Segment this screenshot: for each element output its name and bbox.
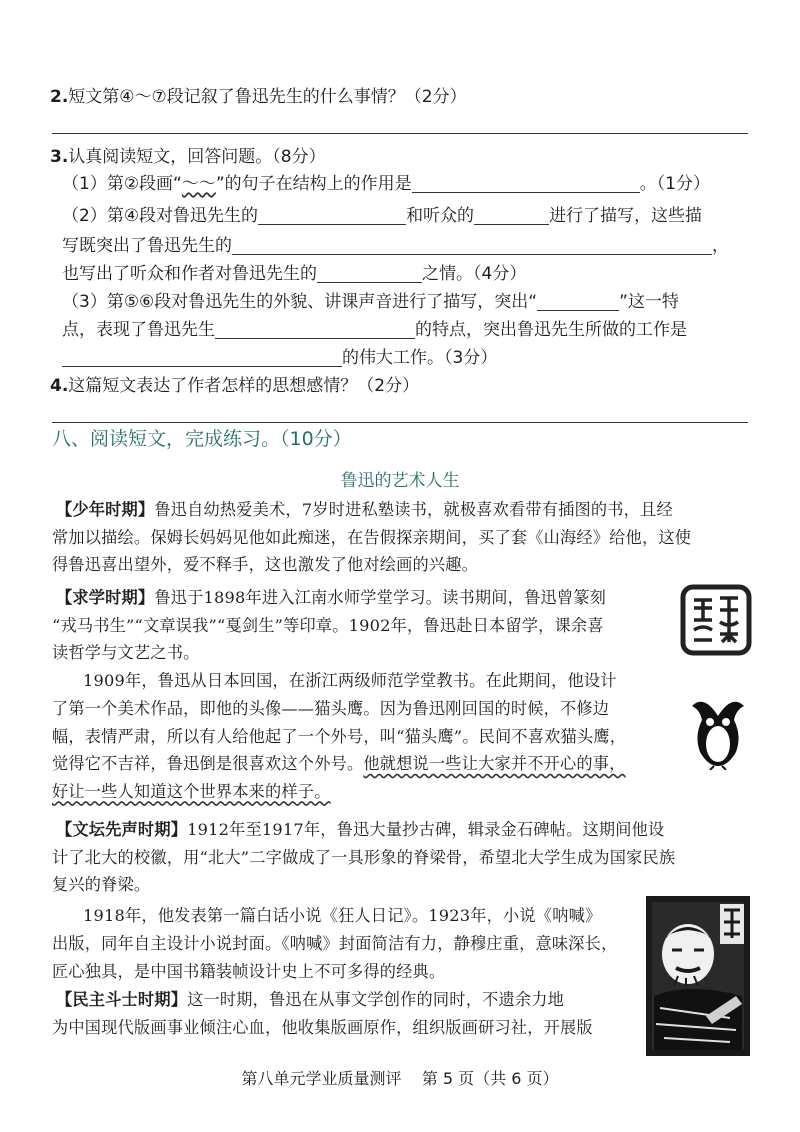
article-title: 鲁迅的艺术人生 [340,471,460,491]
text: （3）第⑤⑥段对鲁迅先生的外貌、讲课声音进行了描写，突出“ [62,292,538,312]
question-3-part-3-end [62,346,497,370]
question-text: 认真阅读短文，回答问题。（8分） [68,147,326,167]
text: ”这一特 [619,292,679,312]
section-title: 八、阅读短文，完成练习。（10分） [52,428,352,450]
wavy-line-mark: ～～ [181,174,216,194]
answer-line[interactable] [52,133,748,134]
text: 之情。（4分） [422,264,527,284]
answer-blank[interactable] [62,348,342,367]
text: 。（1分） [639,174,711,194]
question-text: 这篇短文表达了作者怎样的思想感情？（2分） [68,376,420,396]
text: 这一时期，鲁迅在从事文学创作的同时，不遗余力地 [187,990,565,1009]
article-paragraph-lines [52,695,626,805]
text: 和听众的 [406,206,475,226]
period-tag: 【民主斗士时期】 [56,990,188,1009]
text: 读哲学与文艺之书。 [52,643,200,662]
page-footer: 第八单元学业质量测评 第 5 页（共 6 页） [241,1069,559,1088]
question-3-part-3-cont [62,318,687,342]
article-paragraph [52,816,676,899]
owl-logo-image [690,692,746,770]
article-paragraph [83,902,601,930]
period-tag: 【文坛先声时期】 [56,820,188,839]
text: 也写出了听众和作者对鲁迅先生的 [62,264,317,284]
text: 了第一个美术作品，即他的头像——猫头鹰。因为鲁迅刚回国的时候，不修边 [52,699,610,718]
text: 的特点，突出鲁迅先生所做的工作是 [415,320,687,340]
question-3-part-2-end [62,262,526,286]
text: （1）第②段画“ [62,174,182,194]
text: 出版，同年自主设计小说封面。《呐喊》封面简洁有力，静穆庄重，意味深长， [52,934,618,953]
question-3 [50,145,326,169]
answer-blank[interactable] [215,320,415,339]
wavy-underlined-sentence: 他就想说一些让大家并不开心的事， [363,754,626,773]
question-number: 4. [50,376,69,396]
text: 鲁迅于1898年进入江南水师学堂学习。读书期间，鲁迅曾篆刻 [154,588,607,607]
question-4 [50,374,419,398]
question-3-part-1 [62,172,710,196]
article-paragraph [52,496,692,579]
answer-blank[interactable] [232,236,712,255]
text: 进行了描写，这些描 [549,206,703,226]
text: 1918年，他发表第一篇白话小说《狂人日记》。1923年，小说《呐喊》 [83,906,602,925]
text: 得鲁迅喜出望外，爱不释手，这也激发了他对绘画的兴趣。 [52,555,479,574]
period-tag: 【少年时期】 [56,500,155,519]
text: 写既突出了鲁迅先生的 [62,236,232,256]
text: ”的句子在结构上的作用是 [215,174,412,194]
answer-blank[interactable] [474,206,549,225]
answer-blank[interactable] [412,174,640,193]
text: 的伟大工作。（3分） [342,348,498,368]
text: （2）第④段对鲁迅先生的 [62,206,259,226]
answer-blank[interactable] [317,264,422,283]
seal-stamp-image [680,584,752,656]
article-paragraph [83,667,617,695]
text: 点，表现了鲁迅先生 [62,320,215,340]
answer-blank[interactable] [258,206,406,225]
text: 计了北大的校徽，用“北大”二字做成了一具形象的脊梁骨，希望北大学生成为国家民族 [52,847,676,867]
question-2 [50,85,467,109]
question-text: 短文第④～⑦段记叙了鲁迅先生的什么事情？（2分） [68,87,467,107]
text: 匠心独具，是中国书籍装帧设计史上不可多得的经典。 [52,961,446,981]
text: ， [712,236,729,256]
question-number: 3. [50,147,69,167]
text: 1912年至1917年，鲁迅大量抄古碑，辑录金石碑帖。这期间他设 [187,820,665,839]
question-3-part-2 [62,204,702,228]
question-3-part-3 [62,290,679,314]
woodcut-portrait-image [646,896,750,1056]
text: 鲁迅自幼热爱美术，7岁时进私塾读书，就极喜欢看带有插图的书，且经 [154,500,673,519]
text: 幅，表情严肃，所以有人给他起了一个外号，叫“猫头鹰”。民间不喜欢猫头鹰， [52,726,627,746]
answer-blank[interactable] [537,292,619,311]
article-paragraph-lines [52,930,617,985]
text: 1909年，鲁迅从日本回国，在浙江两级师范学堂教书。在此期间，他设计 [83,671,617,690]
question-3-part-2-cont [62,234,729,258]
text: 常加以描绘。保姆长妈妈见他如此痴迷，在告假探亲期间，买了套《山海经》给他，这使 [52,527,692,547]
period-tag: 【求学时期】 [56,588,155,607]
article-paragraph [52,986,593,1041]
text: 复兴的脊梁。 [52,875,151,894]
wavy-underlined-sentence: 好让一些人知道这个世界本来的样子。 [52,781,331,801]
answer-line[interactable] [52,422,748,423]
text: “戎马书生”“文章误我”“戛剑生”等印章。1902年，鲁迅赴日本留学，课余喜 [52,615,604,635]
text: 为中国现代版画事业倾注心血，他收集版画原作，组织版画研习社，开展版 [52,1017,593,1037]
article-paragraph [52,584,607,667]
question-number: 2. [50,87,69,107]
text: 觉得它不吉祥，鲁迅倒是很喜欢这个外号。 [52,754,364,773]
